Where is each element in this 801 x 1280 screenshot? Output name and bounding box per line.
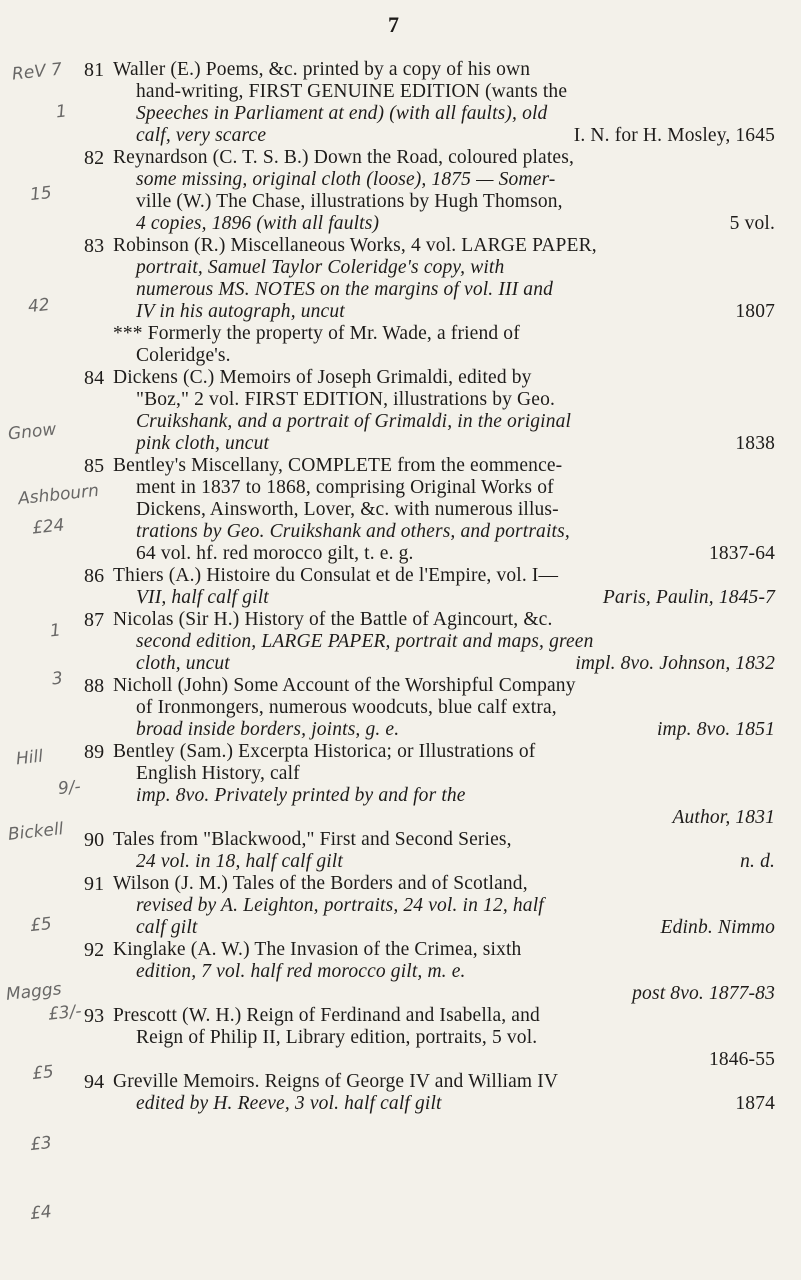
pencil-annotation: 15 [29, 182, 53, 206]
entry-note: *** Formerly the property of Mr. Wade, a friend of [113, 323, 520, 344]
pencil-annotation: 42 [27, 294, 51, 318]
lot-number: 87 [84, 609, 105, 631]
entry-line: IV in his autograph, uncut [136, 301, 345, 322]
entry-line: Thiers (A.) Histoire du Consulat et de l'Empire, vol. I— [113, 565, 559, 586]
imprint: post 8vo. 1877-83 [632, 983, 775, 1004]
entry-line: "Boz," 2 vol. FIRST EDITION, illustrations by Geo. [136, 389, 555, 410]
imprint: n. d. [740, 851, 775, 872]
lot-number: 83 [84, 235, 105, 257]
imprint: 1846-55 [708, 1049, 775, 1070]
pencil-annotation: £5 [29, 913, 53, 937]
entry-line: Bentley's Miscellany, COMPLETE from the eommence- [113, 455, 563, 476]
pencil-annotation: 9/- [57, 776, 82, 800]
entry-line: broad inside borders, joints, g. e. [136, 719, 400, 740]
imprint: 1874 [735, 1093, 775, 1114]
entry-line: calf, very scarce [136, 125, 267, 146]
lot-number: 91 [84, 873, 105, 895]
pencil-annotation: ReV 7 [11, 59, 64, 85]
imprint: Edinb. Nimmo [660, 917, 775, 938]
entry-line: hand-writing, FIRST GENUINE EDITION (wants the [136, 81, 568, 102]
imprint: 1807 [735, 301, 775, 322]
entry-line: some missing, original cloth (loose), 1875 — Somer- [136, 169, 556, 190]
lot-number: 81 [84, 59, 105, 81]
entry-line: Tales from "Blackwood," First and Second Series, [113, 829, 512, 850]
entry-line: Speeches in Parliament at end) (with all faults), old [136, 103, 548, 124]
lot-number: 84 [84, 367, 105, 389]
entry-line: cloth, uncut [136, 653, 230, 674]
entry-line: Greville Memoirs. Reigns of George IV and William IV [113, 1071, 559, 1092]
entry-line: Wilson (J. M.) Tales of the Borders and of Scotland, [113, 873, 528, 894]
lot-number: 93 [84, 1005, 105, 1027]
entry-line: pink cloth, uncut [136, 433, 270, 454]
entry-line: Nicholl (John) Some Account of the Worshipful Company [113, 675, 576, 696]
entry-line: Kinglake (A. W.) The Invasion of the Crimea, sixth [113, 939, 522, 960]
pencil-annotation: 1 [48, 620, 62, 642]
lot-number: 89 [84, 741, 105, 763]
pencil-annotation: £5 [31, 1061, 55, 1085]
entry-line: revised by A. Leighton, portraits, 24 vol. in 12, half [136, 895, 544, 916]
entry-note: Coleridge's. [136, 345, 231, 366]
entry-line: trations by Geo. Cruikshank and others, and portraits, [136, 521, 570, 542]
imprint: impl. 8vo. Johnson, 1832 [575, 653, 775, 674]
lot-number: 88 [84, 675, 105, 697]
entry-line: Reynardson (C. T. S. B.) Down the Road, coloured plates, [113, 147, 574, 168]
pencil-annotation: 3 [50, 668, 64, 690]
entry-line: imp. 8vo. Privately printed by and for the [136, 785, 466, 806]
entry-line: Dickens (C.) Memoirs of Joseph Grimaldi, edited by [113, 367, 532, 388]
entry-line: Cruikshank, and a portrait of Grimaldi, in the original [136, 411, 572, 432]
entry-line: of Ironmongers, numerous woodcuts, blue calf extra, [136, 697, 557, 718]
pencil-annotation: 1 [54, 101, 68, 123]
entry-line: Dickens, Ainsworth, Lover, &c. with numerous illus- [136, 499, 559, 520]
pencil-annotation: £24 [31, 515, 66, 539]
lot-number: 86 [84, 565, 105, 587]
entry-line: ment in 1837 to 1868, comprising Original Works of [136, 477, 554, 498]
imprint: Paris, Paulin, 1845-7 [602, 587, 775, 608]
pencil-annotation: Bickell [7, 819, 65, 845]
entry-line: second edition, LARGE PAPER, portrait and maps, green [136, 631, 594, 652]
entry-line: numerous MS. NOTES on the margins of vol. III and [136, 279, 554, 300]
entry-line: ville (W.) The Chase, illustrations by Hugh Thomson, [136, 191, 563, 212]
entry-line: Reign of Philip II, Library edition, portraits, 5 vol. [136, 1027, 538, 1048]
entry-line: VII, half calf gilt [136, 587, 269, 608]
pencil-annotation: £3/- [47, 1001, 83, 1025]
entry-line: calf gilt [136, 917, 198, 938]
pencil-annotation: £3 [29, 1132, 53, 1156]
imprint: Author, 1831 [672, 807, 775, 828]
entry-line: English History, calf [136, 763, 300, 784]
entry-line: Robinson (R.) Miscellaneous Works, 4 vol. LARGE PAPER, [113, 235, 597, 256]
lot-number: 92 [84, 939, 105, 961]
lot-number: 90 [84, 829, 105, 851]
pencil-annotation: £4 [29, 1201, 53, 1225]
lot-number: 82 [84, 147, 105, 169]
volume-count: 5 vol. [729, 213, 775, 234]
entry-line: Prescott (W. H.) Reign of Ferdinand and Isabella, and [113, 1005, 540, 1026]
entry-line: Waller (E.) Poems, &c. printed by a copy of his own [113, 59, 531, 80]
entry-line: edition, 7 vol. half red morocco gilt, m. e. [136, 961, 466, 982]
pencil-annotation: Ashbourn [17, 480, 100, 510]
imprint: 1838 [735, 433, 775, 454]
pencil-annotation: Gnow [7, 419, 58, 445]
imprint: I. N. for H. Mosley, 1645 [573, 125, 775, 146]
entry-line: 4 copies, 1896 (with all faults) [136, 213, 380, 234]
page-number: 7 [388, 12, 399, 37]
entry-line: Nicolas (Sir H.) History of the Battle of Agincourt, &c. [113, 609, 553, 630]
entry-line: edited by H. Reeve, 3 vol. half calf gilt [136, 1093, 442, 1114]
lot-number: 94 [84, 1071, 105, 1093]
pencil-annotation: Hill [15, 746, 44, 770]
entry-line: 24 vol. in 18, half calf gilt [136, 851, 343, 872]
entry-line: Bentley (Sam.) Excerpta Historica; or Illustrations of [113, 741, 536, 762]
imprint: imp. 8vo. 1851 [656, 719, 775, 740]
lot-number: 85 [84, 455, 105, 477]
entry-line: portrait, Samuel Taylor Coleridge's copy, with [136, 257, 505, 278]
entry-line: 64 vol. hf. red morocco gilt, t. e. g. [136, 543, 414, 564]
pencil-annotation: Maggs [5, 979, 63, 1005]
imprint: 1837-64 [708, 543, 775, 564]
